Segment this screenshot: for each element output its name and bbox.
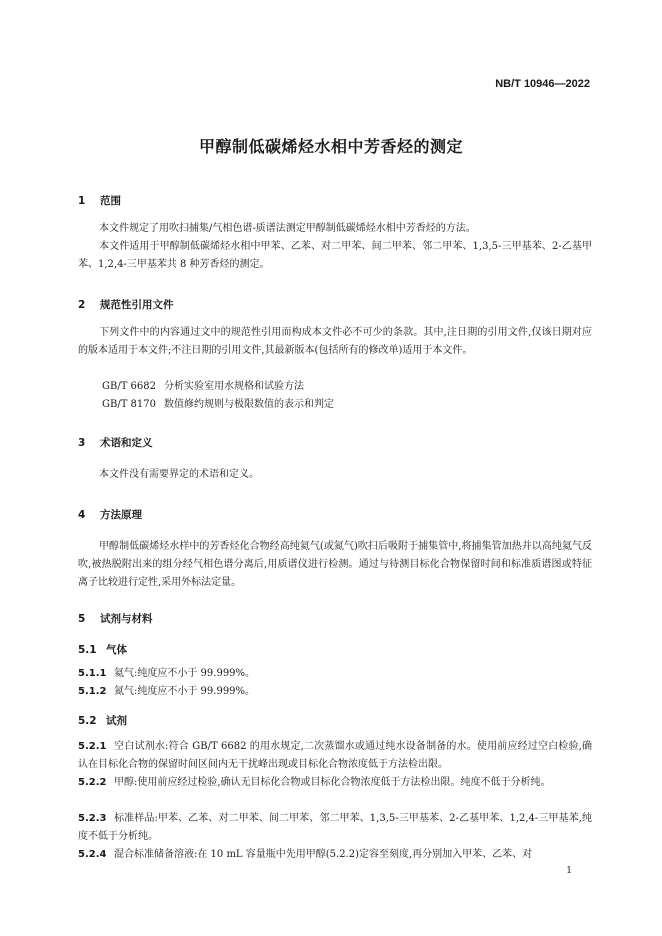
- standard-code: NB/T 10946—2022: [495, 78, 590, 90]
- section-1-heading: 1 范围: [78, 195, 121, 207]
- subsection-5-2-heading: 5.2 试剂: [78, 715, 127, 727]
- section-5-heading: 5 试剂与材料: [78, 613, 153, 625]
- section-4-paragraph-1: 甲醇制低碳烯烃水样中的芳香烃化合物经高纯氦气(或氮气)吹扫后吸附于捕集管中,将捕集管加热并以高纯氦气反吹,被热脱附出来的组分经气相色谱分离后,用质谱仪进行检测。通过与待测目标化合物保留时间和标准质谱图或特征离子比较进行定性,采用外标法定量。: [78, 541, 592, 588]
- section-1-paragraph-1: 本文件规定了用吹扫捕集/气相色谱-质谱法测定甲醇制低碳烯烃水相中芳香烃的方法。: [99, 223, 476, 234]
- section-2-heading: 2 规范性引用文件: [78, 299, 174, 311]
- normative-reference: GB/T 6682 分析实验室用水规格和试验方法: [102, 381, 304, 392]
- document-title: 甲醇制低碳烯烃水相中芳香烃的测定: [198, 137, 463, 156]
- clause-5-1-2: 5.1.2 氮气:纯度应不小于 99.999%。: [78, 686, 256, 697]
- subsection-5-1-heading: 5.1 气体: [78, 644, 127, 656]
- clause-5-2-2: 5.2.2 甲醇:使用前应经过检验,确认无目标化合物或目标化合物浓度低于方法检出限。纯度不低于分析纯。: [78, 777, 551, 788]
- section-3-paragraph-1: 本文件没有需要界定的术语和定义。: [99, 469, 259, 480]
- normative-reference: GB/T 8170 数值修约规则与极限数值的表示和判定: [102, 399, 334, 410]
- page-number: 1: [566, 866, 572, 876]
- section-1-paragraph-2: 本文件适用于甲醇制低碳烯烃水相中甲苯、乙苯、对二甲苯、间二甲苯、邻二甲苯、1,3,5-三甲基苯、2-乙基甲苯、1,2,4-三甲基苯共 8 种芳香烃的测定。: [78, 241, 592, 270]
- clause-5-2-3: 5.2.3 标准样品:甲苯、乙苯、对二甲苯、间二甲苯、邻二甲苯、1,3,5-三甲基苯、2-乙基甲苯、1,2,4-三甲基苯,纯度不低于分析纯。: [78, 813, 592, 842]
- section-4-heading: 4 方法原理: [78, 509, 142, 521]
- section-2-paragraph-1: 下列文件中的内容通过文中的规范性引用而构成本文件必不可少的条款。其中,注日期的引用文件,仅该日期对应的版本适用于本文件;不注日期的引用文件,其最新版本(包括所有的修改单)适用于本文件。: [78, 327, 592, 356]
- clause-5-2-4: 5.2.4 混合标准储备溶液:在 10 mL 容量瓶中先用甲醇(5.2.2)定容至刻度,再分别加入甲苯、乙苯、对: [78, 849, 533, 860]
- clause-5-1-1: 5.1.1 氦气:纯度应不小于 99.999%。: [78, 668, 256, 679]
- section-3-heading: 3 术语和定义: [78, 437, 153, 449]
- clause-5-2-1: 5.2.1 空白试剂水:符合 GB/T 6682 的用水规定,二次蒸馏水或通过纯水设备制备的水。使用前应经过空白检验,确认在目标化合物的保留时间区间内无干扰峰出现或目标化合物浓度低于方法检出限。: [78, 741, 592, 770]
